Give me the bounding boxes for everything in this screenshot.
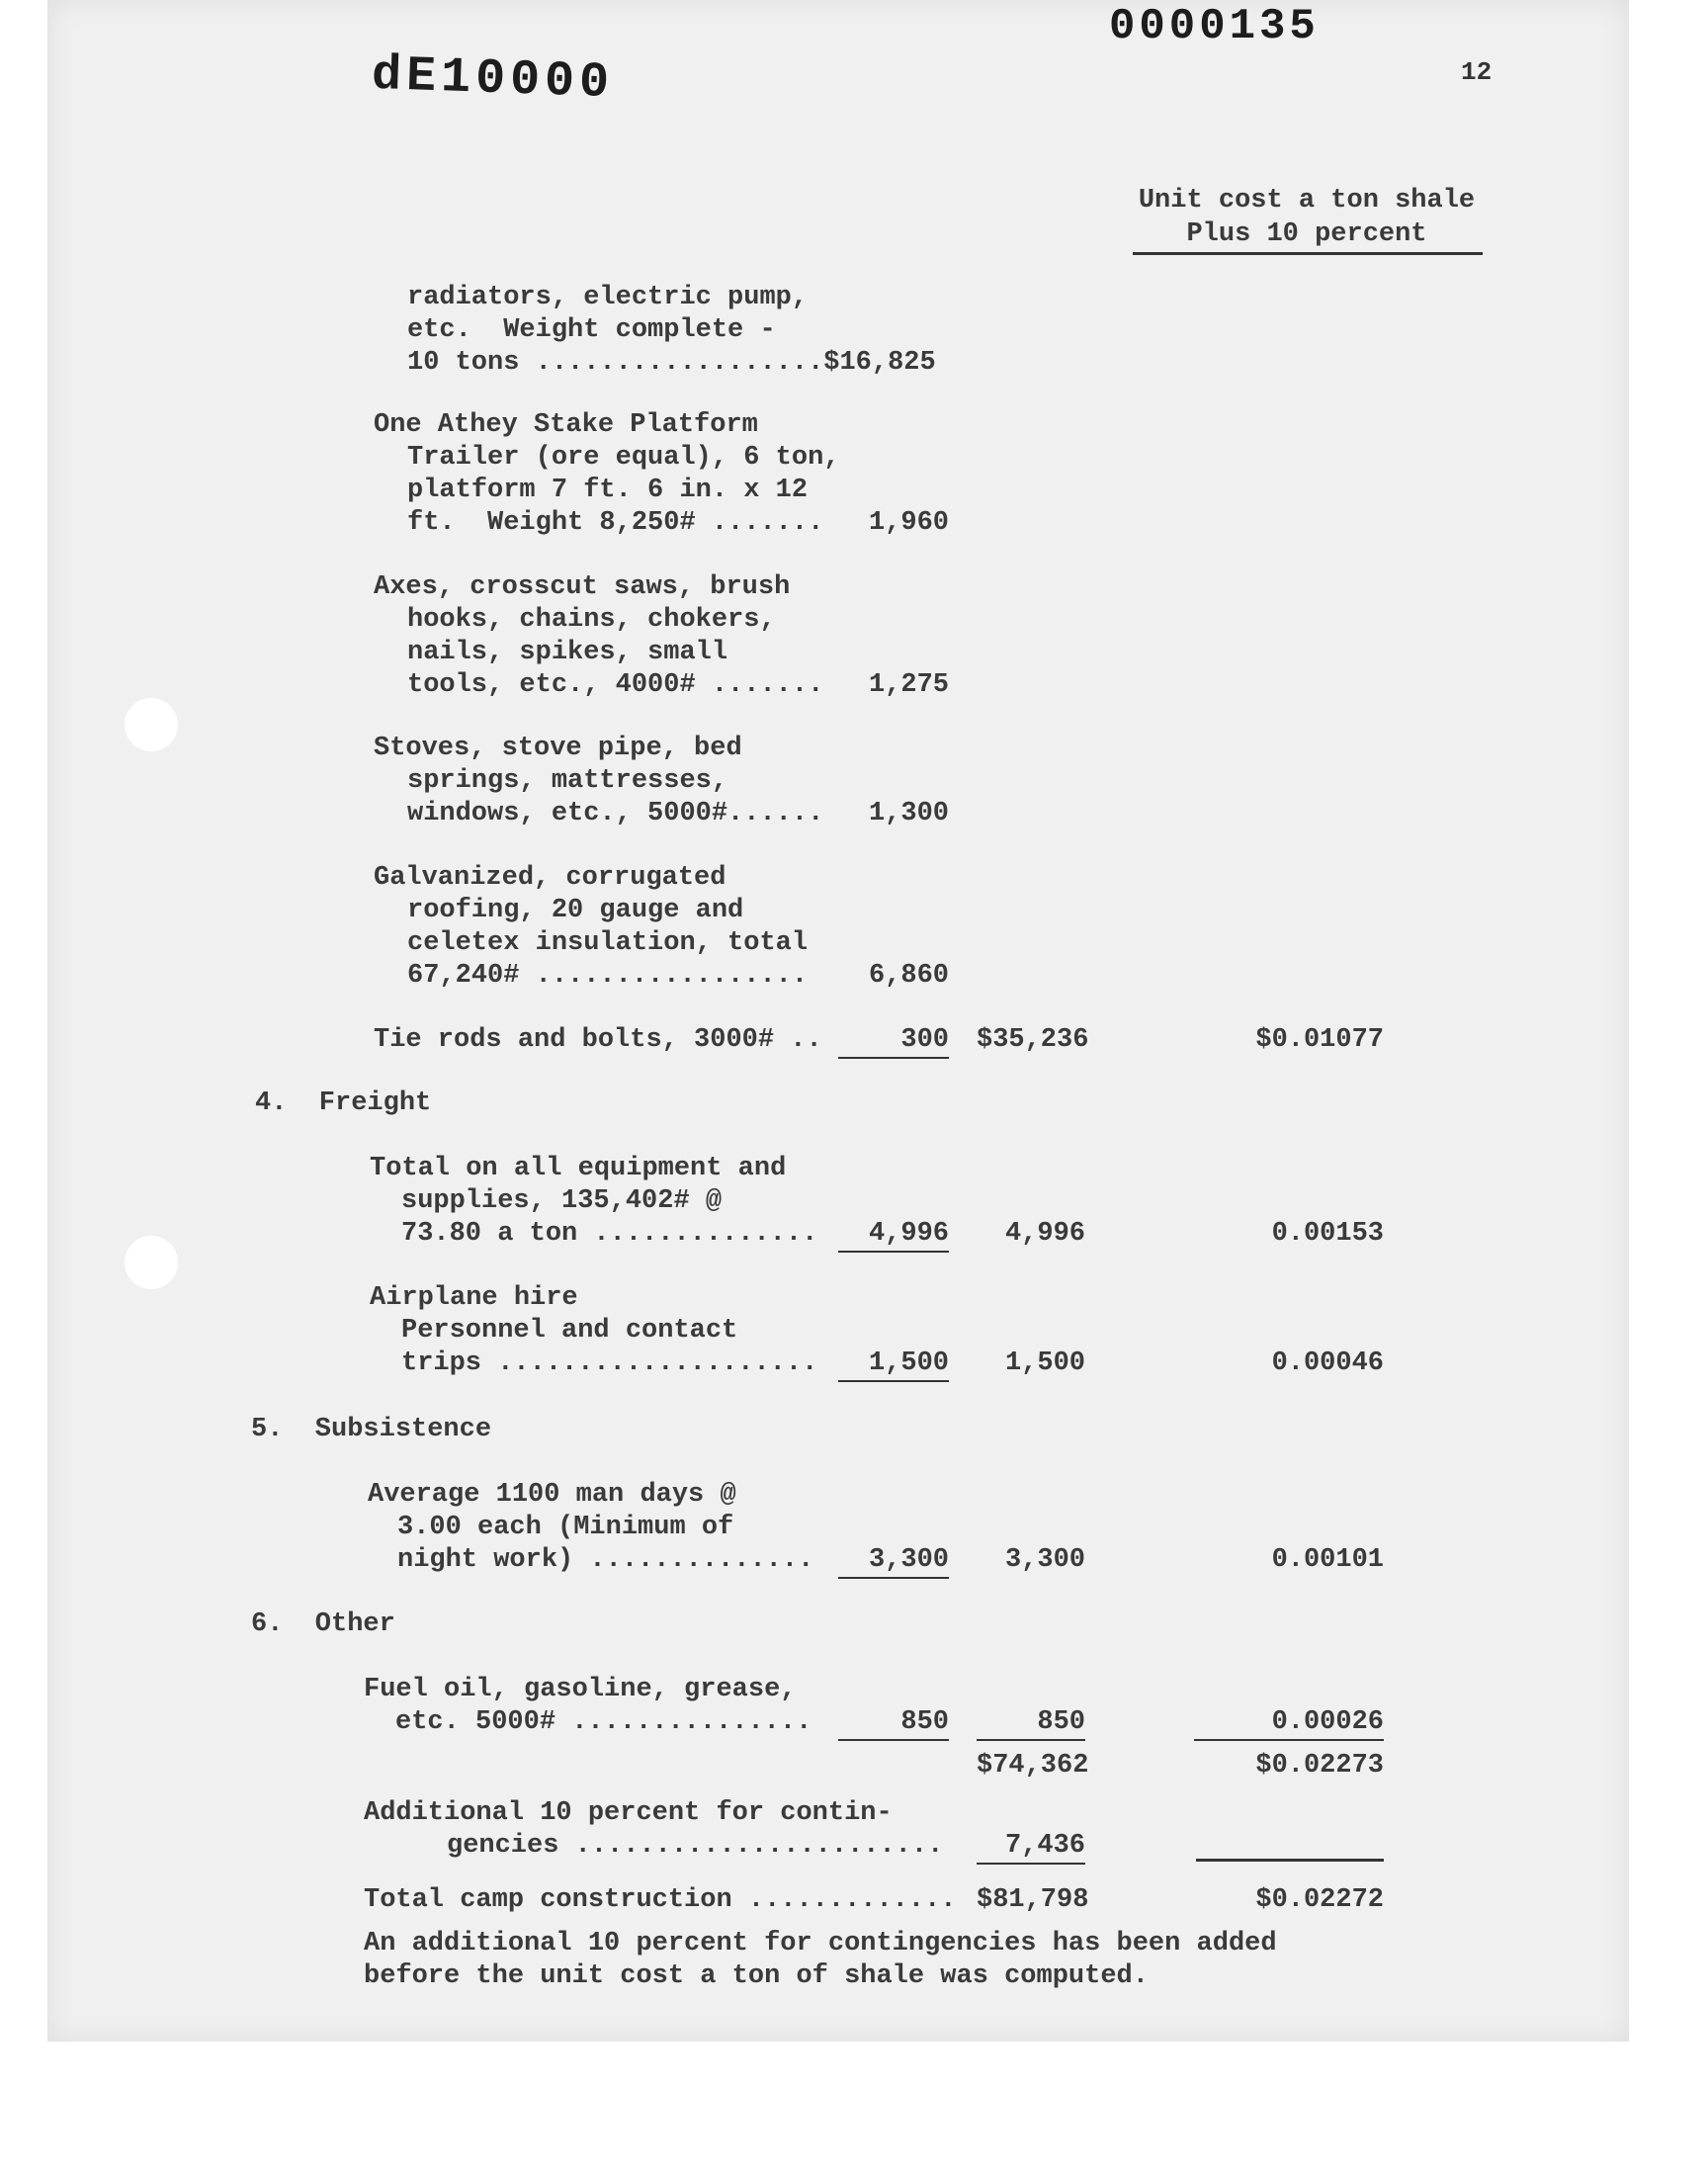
item-text-line: supplies, 135,402# @	[401, 1186, 723, 1216]
item-text-line: Airplane hire	[370, 1283, 578, 1313]
document-page	[47, 0, 1629, 2042]
item-text-line: Total on all equipment and	[370, 1154, 787, 1183]
item-text-line: platform 7 ft. 6 in. x 12	[407, 476, 809, 505]
item-text-line: Trailer (ore equal), 6 ton,	[407, 443, 840, 473]
item-unit-cost: 0.00046	[1271, 1348, 1384, 1378]
contingency-amount: 7,436	[977, 1830, 1085, 1865]
item-amount: 3,300	[838, 1544, 949, 1579]
unit-cost-blank-rule	[1196, 1859, 1384, 1862]
item-text-line: One Athey Stake Platform	[374, 410, 758, 440]
item-amount: 1,300	[868, 799, 949, 828]
footnote-line: An additional 10 percent for contingencies has been added	[364, 1929, 1277, 1958]
item-text-line: Average 1100 man days @	[368, 1480, 736, 1510]
item-text-line: Galvanized, corrugated	[374, 863, 726, 893]
item-amount: 300	[838, 1024, 949, 1059]
total-unit-cost: $0.02272	[1255, 1885, 1384, 1915]
item-text-line: windows, etc., 5000#......	[407, 799, 824, 828]
item-text-line: springs, mattresses,	[407, 766, 728, 796]
column-header-line1: Unit cost a ton shale	[1138, 186, 1476, 216]
item-text-line: Personnel and contact	[401, 1316, 738, 1346]
item-text-line: tools, etc., 4000# .......	[407, 670, 824, 700]
document-stamp-code: dE10000	[371, 46, 615, 113]
item-text-line: 3.00 each (Minimum of	[397, 1513, 734, 1542]
item-text-line: 67,240# .................	[407, 961, 809, 991]
contingency-text-line: gencies .......................	[447, 1831, 944, 1861]
column-header-underline	[1133, 252, 1483, 255]
item-unit-cost: 0.00153	[1271, 1219, 1384, 1249]
item-amount: 1,275	[868, 670, 949, 700]
item-unit-cost: 0.00101	[1271, 1545, 1384, 1575]
grand-subtotal: $74,362	[977, 1751, 1089, 1781]
section-heading-other: 6. Other	[251, 1610, 395, 1639]
item-subtotal: $35,236	[977, 1025, 1089, 1055]
grand-subtotal-unit-cost: $0.02273	[1255, 1751, 1384, 1781]
column-header-line2: Plus 10 percent	[1186, 219, 1427, 249]
item-text-line: etc. 5000# ...............	[395, 1707, 812, 1737]
item-unit-cost: $0.01077	[1255, 1025, 1384, 1055]
item-text-line: trips ....................	[401, 1348, 818, 1378]
item-amount: 850	[838, 1706, 949, 1741]
unit-cost-column-header	[1131, 184, 1483, 251]
section-heading-freight: 4. Freight	[255, 1088, 432, 1118]
item-text-line: hooks, chains, chokers,	[407, 605, 776, 635]
item-text-line: roofing, 20 gauge and	[407, 896, 744, 925]
item-subtotal: 4,996	[1004, 1219, 1085, 1249]
item-amount: 4,996	[838, 1218, 949, 1253]
page-number: 12	[1461, 57, 1493, 87]
total-amount: $81,798	[977, 1885, 1089, 1915]
item-text-line: ft. Weight 8,250# .......	[407, 508, 824, 538]
section-heading-subsistence: 5. Subsistence	[251, 1415, 492, 1444]
footnote-line: before the unit cost a ton of shale was computed.	[364, 1961, 1149, 1991]
item-subtotal: 3,300	[1004, 1545, 1085, 1575]
item-text-line: nails, spikes, small	[407, 638, 728, 667]
total-label: Total camp construction .............	[364, 1885, 957, 1915]
item-subtotal: 1,500	[1004, 1348, 1085, 1378]
item-text-line: 73.80 a ton ..............	[401, 1219, 818, 1249]
item-unit-cost: 0.00026	[1194, 1706, 1384, 1741]
item-text-line: Stoves, stove pipe, bed	[374, 734, 742, 763]
punch-hole	[125, 1236, 178, 1289]
item-text-line: radiators, electric pump,	[407, 283, 809, 312]
contingency-text-line: Additional 10 percent for contin-	[364, 1798, 893, 1828]
item-amount: 1,960	[868, 508, 949, 538]
item-text-line: etc. Weight complete -	[407, 315, 776, 345]
item-amount: 6,860	[868, 961, 949, 991]
item-text-line: 10 tons ..................$16,825	[407, 348, 936, 378]
document-stamp-number: 0000135	[1109, 2, 1320, 51]
item-amount: 1,500	[838, 1348, 949, 1382]
item-text-line: Fuel oil, gasoline, grease,	[364, 1675, 797, 1704]
item-subtotal: 850	[977, 1706, 1085, 1741]
punch-hole	[125, 698, 178, 751]
item-text-line: Tie rods and bolts, 3000# ..	[374, 1025, 822, 1055]
item-text-line: celetex insulation, total	[407, 928, 809, 958]
item-text-line: Axes, crosscut saws, brush	[374, 572, 791, 602]
item-text-line: night work) ..............	[397, 1545, 814, 1575]
